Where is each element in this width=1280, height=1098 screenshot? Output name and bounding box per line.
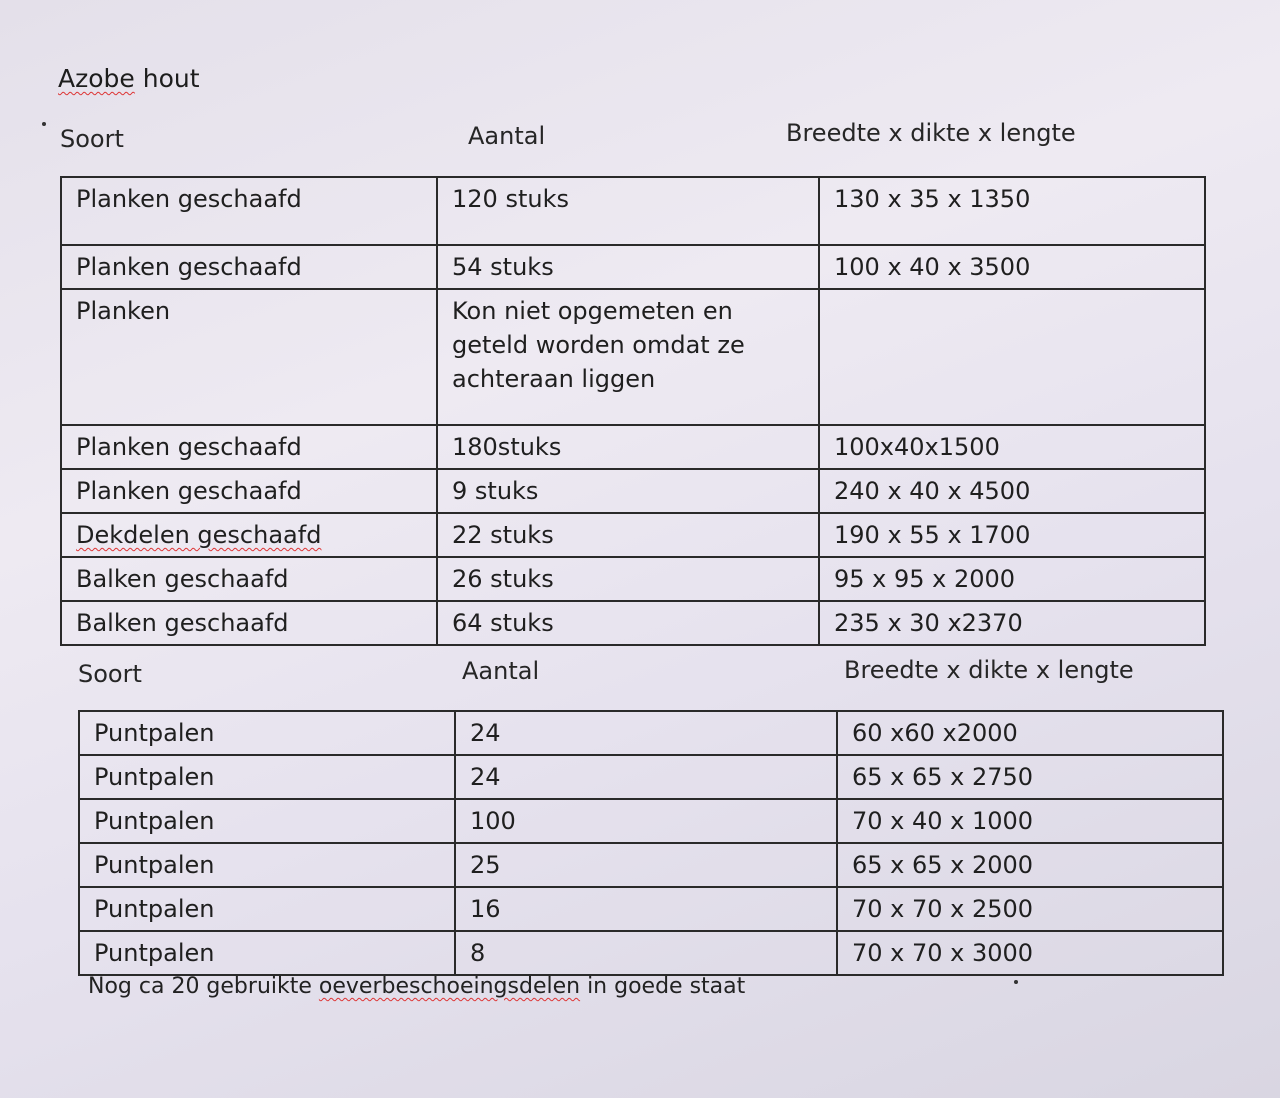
table-row	[61, 245, 1205, 289]
stray-dot	[42, 122, 46, 126]
table2-header-aantal: Aantal	[462, 657, 540, 685]
cell-aantal: 100	[455, 799, 837, 843]
table-row	[61, 557, 1205, 601]
cell-soort: Puntpalen	[79, 931, 455, 975]
cell-afmetingen: 100 x 40 x 3500	[819, 245, 1205, 289]
table-row	[79, 755, 1223, 799]
table-row	[79, 843, 1223, 887]
cell-aantal: Kon niet opgemeten en geteld worden omdat ze achteraan liggen	[437, 289, 819, 425]
table-azobe-planken	[60, 176, 1206, 646]
cell-soort	[61, 513, 437, 557]
cell-afmetingen: 95 x 95 x 2000	[819, 557, 1205, 601]
table-row	[61, 469, 1205, 513]
cell-soort: Puntpalen	[79, 887, 455, 931]
table-row	[79, 887, 1223, 931]
cell-aantal: 120 stuks	[437, 177, 819, 245]
document-title	[58, 64, 200, 93]
cell-afmetingen: 60 x60 x2000	[837, 711, 1223, 755]
table-row	[61, 289, 1205, 425]
cell-afmetingen: 240 x 40 x 4500	[819, 469, 1205, 513]
table2-header-afmetingen: Breedte x dikte x lengte	[844, 656, 1134, 684]
cell-aantal: 16	[455, 887, 837, 931]
cell-soort: Balken geschaafd	[61, 557, 437, 601]
cell-soort: Puntpalen	[79, 799, 455, 843]
table-row	[61, 513, 1205, 557]
footnote-text-start: Nog ca 20 gebruikte	[88, 974, 319, 999]
cell-afmetingen: 70 x 40 x 1000	[837, 799, 1223, 843]
cell-afmetingen: 235 x 30 x2370	[819, 601, 1205, 645]
cell-aantal: 8	[455, 931, 837, 975]
table1-header-soort: Soort	[60, 125, 124, 153]
cell-aantal: 24	[455, 711, 837, 755]
cell-soort: Planken	[61, 289, 437, 425]
table2-header-soort: Soort	[78, 660, 142, 688]
cell-soort: Planken geschaafd	[61, 177, 437, 245]
flagged-word: oeverbeschoeingsdelen	[318, 974, 581, 999]
cell-soort: Puntpalen	[79, 711, 455, 755]
table1-header-aantal: Aantal	[468, 122, 546, 150]
footnote	[88, 974, 745, 999]
cell-soort: Planken geschaafd	[61, 245, 437, 289]
footnote-text-end: in goede staat	[580, 974, 746, 999]
cell-afmetingen: 130 x 35 x 1350	[819, 177, 1205, 245]
title-word-flagged: Azobe	[58, 64, 135, 93]
table1-header-afmetingen: Breedte x dikte x lengte	[786, 119, 1076, 147]
cell-soort: Planken geschaafd	[61, 425, 437, 469]
table-row	[79, 711, 1223, 755]
cell-afmetingen: 190 x 55 x 1700	[819, 513, 1205, 557]
table-row	[79, 799, 1223, 843]
cell-aantal: 9 stuks	[437, 469, 819, 513]
cell-aantal: 26 stuks	[437, 557, 819, 601]
cell-soort: Planken geschaafd	[61, 469, 437, 513]
cell-soort: Puntpalen	[79, 843, 455, 887]
cell-aantal: 25	[455, 843, 837, 887]
flagged-word: Dekdelen geschaafd	[76, 521, 322, 549]
cell-afmetingen: 65 x 65 x 2750	[837, 755, 1223, 799]
stray-dot	[1014, 980, 1018, 984]
cell-aantal: 180stuks	[437, 425, 819, 469]
cell-soort: Puntpalen	[79, 755, 455, 799]
table-row	[61, 425, 1205, 469]
cell-soort: Balken geschaafd	[61, 601, 437, 645]
cell-aantal: 64 stuks	[437, 601, 819, 645]
cell-aantal: 22 stuks	[437, 513, 819, 557]
cell-aantal: 24	[455, 755, 837, 799]
table-row	[61, 601, 1205, 645]
table-row	[61, 177, 1205, 245]
table-puntpalen	[78, 710, 1224, 976]
cell-afmetingen: 65 x 65 x 2000	[837, 843, 1223, 887]
cell-afmetingen: 100x40x1500	[819, 425, 1205, 469]
cell-afmetingen	[819, 289, 1205, 425]
table-row	[79, 931, 1223, 975]
cell-afmetingen: 70 x 70 x 2500	[837, 887, 1223, 931]
cell-aantal: 54 stuks	[437, 245, 819, 289]
cell-afmetingen: 70 x 70 x 3000	[837, 931, 1223, 975]
title-word: hout	[142, 64, 200, 93]
